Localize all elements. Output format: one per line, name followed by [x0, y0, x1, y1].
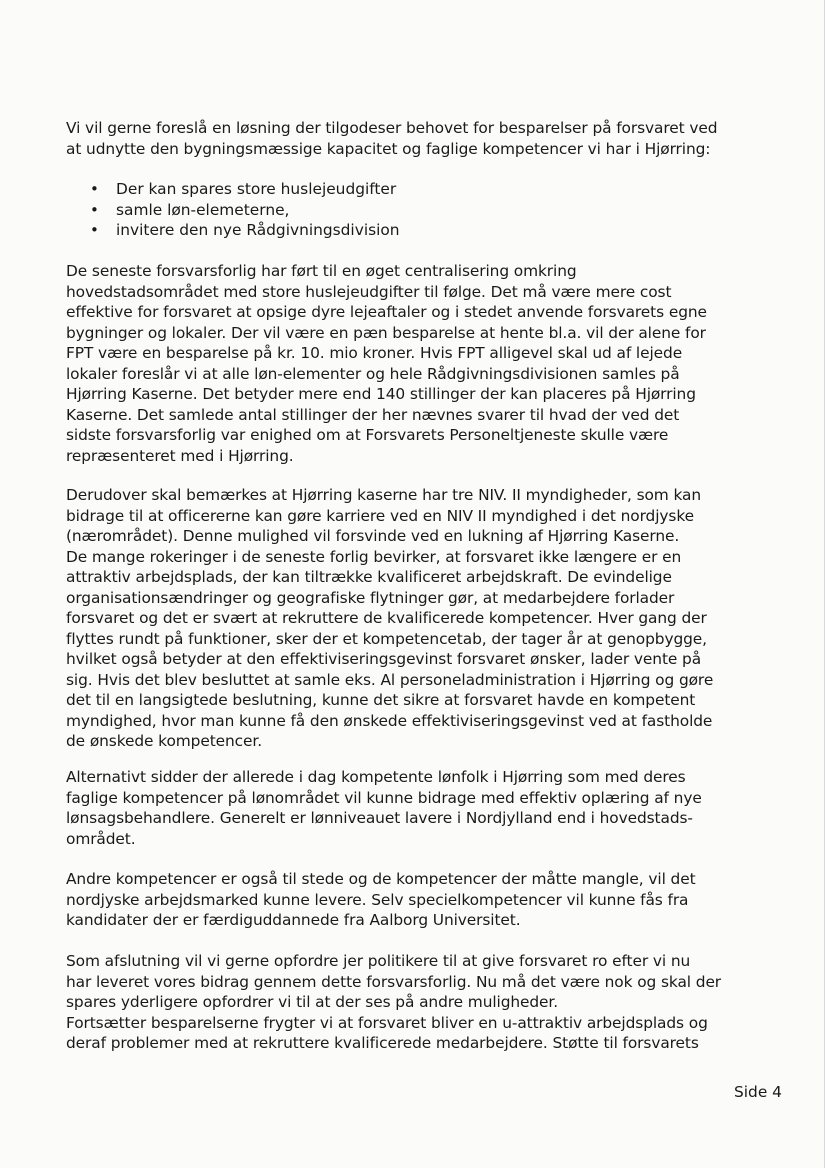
paragraph-line: Andre kompetencer er også til stede og de kompetencer der måtte mangle, vil det [66, 870, 696, 888]
paragraph-line: deraf problemer med at rekruttere kvalificerede medarbejdere. Støtte til forsvarets [66, 1034, 699, 1052]
paragraph-line: attraktiv arbejdsplads, der kan tiltrække kvalificeret arbejdskraft. De evindelige [66, 568, 672, 586]
paragraph-line: effektive for forsvaret at opsige dyre lejeaftaler og i stedet anvende forsvarets egne [66, 303, 707, 321]
paragraph-line: lokaler foreslår vi at alle løn-elementer og hele Rådgivningsdivisionen samles på [66, 364, 680, 383]
bullet-item: • samle løn-elemeterne, [90, 200, 690, 221]
paragraph-line: spares yderligere opfordrer vi til at der ses på andre muligheder. [66, 993, 559, 1011]
paragraph-line: De seneste forsvarsforlig har ført til en øget centralisering omkring [66, 262, 577, 280]
paragraph-line: faglige kompetencer på lønområdet vil kunne bidrage med effektiv oplæring af nye [66, 788, 702, 807]
paragraph-line: sidste forsvarsforlig var enighed om at Forsvarets Personeltjeneste skulle være [66, 426, 669, 444]
paragraph-niv-myndigheder [66, 485, 786, 752]
paragraph-line: området. [66, 829, 136, 848]
intro-paragraph [66, 118, 786, 159]
paragraph-line: bygninger og lokaler. Der vil være en pæn besparelse at hente bl.a. vil der alene for [66, 323, 706, 342]
bullet-item: • invitere den nye Rådgivningsdivision [90, 220, 690, 241]
paragraph-line: organisationsændringer og geografiske flytninger gør, at medarbejdere forlader [66, 588, 675, 607]
bullet-list [90, 179, 690, 241]
paragraph-line: Hjørring Kaserne. Det betyder mere end 140 stillinger der kan placeres på Hjørring [66, 385, 696, 403]
paragraph-line: det til en langsigtede beslutning, kunne det sikre at forsvaret havde en kompetent [66, 691, 696, 709]
paragraph-line: bidrage til at officererne kan gøre karriere ved en NIV II myndighed i det nordjyske [66, 506, 694, 525]
paragraph-andre-kompetencer [66, 869, 786, 931]
paragraph-line: Fortsætter besparelserne frygter vi at forsvaret bliver en u-attraktiv arbejdsplads og [66, 1013, 708, 1032]
paragraph-line: repræsenteret med i Hjørring. [66, 446, 294, 465]
paragraph-line: sig. Hvis det blev besluttet at samle eks. Al personeladministration i Hjørring og gøre [66, 670, 714, 689]
paragraph-line: lønsagsbehandlere. Generelt er lønniveauet lavere i Nordjylland end i hovedstads- [66, 809, 693, 827]
paragraph-afslutning [66, 951, 786, 1054]
paragraph-line: De mange rokeringer i de seneste forlig bevirker, at forsvaret ikke længere er en [66, 547, 682, 566]
intro-line: at udnytte den bygningsmæssige kapacitet og faglige kompetencer vi har i Hjørring: [66, 139, 711, 158]
paragraph-line: Derudover skal bemærkes at Hjørring kaserne har tre NIV. II myndigheder, som kan [66, 486, 702, 504]
paragraph-line: FPT være en besparelse på kr. 10. mio kroner. Hvis FPT alligevel skal ud af lejede [66, 344, 683, 362]
paragraph-line: hvilket også betyder at den effektiviseringsgevinst forsvaret ønsker, lader vente på [66, 650, 702, 668]
paragraph-line: (nærområdet). Denne mulighed vil forsvinde ved en lukning af Hjørring Kaserne. [66, 527, 680, 545]
paragraph-line: Kaserne. Det samlede antal stillinger der her nævnes svarer til hvad der ved det [66, 405, 680, 424]
paragraph-line: forsvaret og det er svært at rekruttere de kvalificerede kompetencer. Hver gang der [66, 609, 707, 627]
bullet-item: • Der kan spares store huslejeudgifter [90, 179, 690, 200]
paragraph-line: kandidater der er færdiguddannede fra Aalborg Universitet. [66, 911, 521, 929]
paragraph-centralisation [66, 261, 786, 466]
paragraph-line: har leveret vores bidrag gennem dette forsvarsforlig. Nu må det være nok og skal der [66, 972, 722, 991]
paragraph-line: flyttes rundt på funktioner, sker der et kompetencetab, der tager år at genopbygge, [66, 629, 707, 648]
paragraph-line: myndighed, hvor man kunne få den ønskede effektiviseringsgevinst ved at fastholde [66, 711, 713, 730]
paragraph-line: de ønskede kompetencer. [66, 732, 262, 750]
paragraph-line: nordjyske arbejdsmarked kunne levere. Selv specielkompetencer vil kunne fås fra [66, 890, 689, 909]
intro-line: Vi vil gerne foreslå en løsning der tilgodeser behovet for besparelser på forsvaret ved [66, 119, 718, 137]
paragraph-line: hovedstadsområdet med store huslejeudgifter til følge. Det må være mere cost [66, 282, 672, 301]
paragraph-line: Alternativt sidder der allerede i dag kompetente lønfolk i Hjørring som med deres [66, 768, 686, 786]
paragraph-line: Som afslutning vil vi gerne opfordre jer politikere til at give forsvaret ro efter vi nu [66, 952, 691, 970]
page-number: Side 4 [734, 1083, 782, 1101]
paragraph-loenfolk [66, 767, 786, 849]
